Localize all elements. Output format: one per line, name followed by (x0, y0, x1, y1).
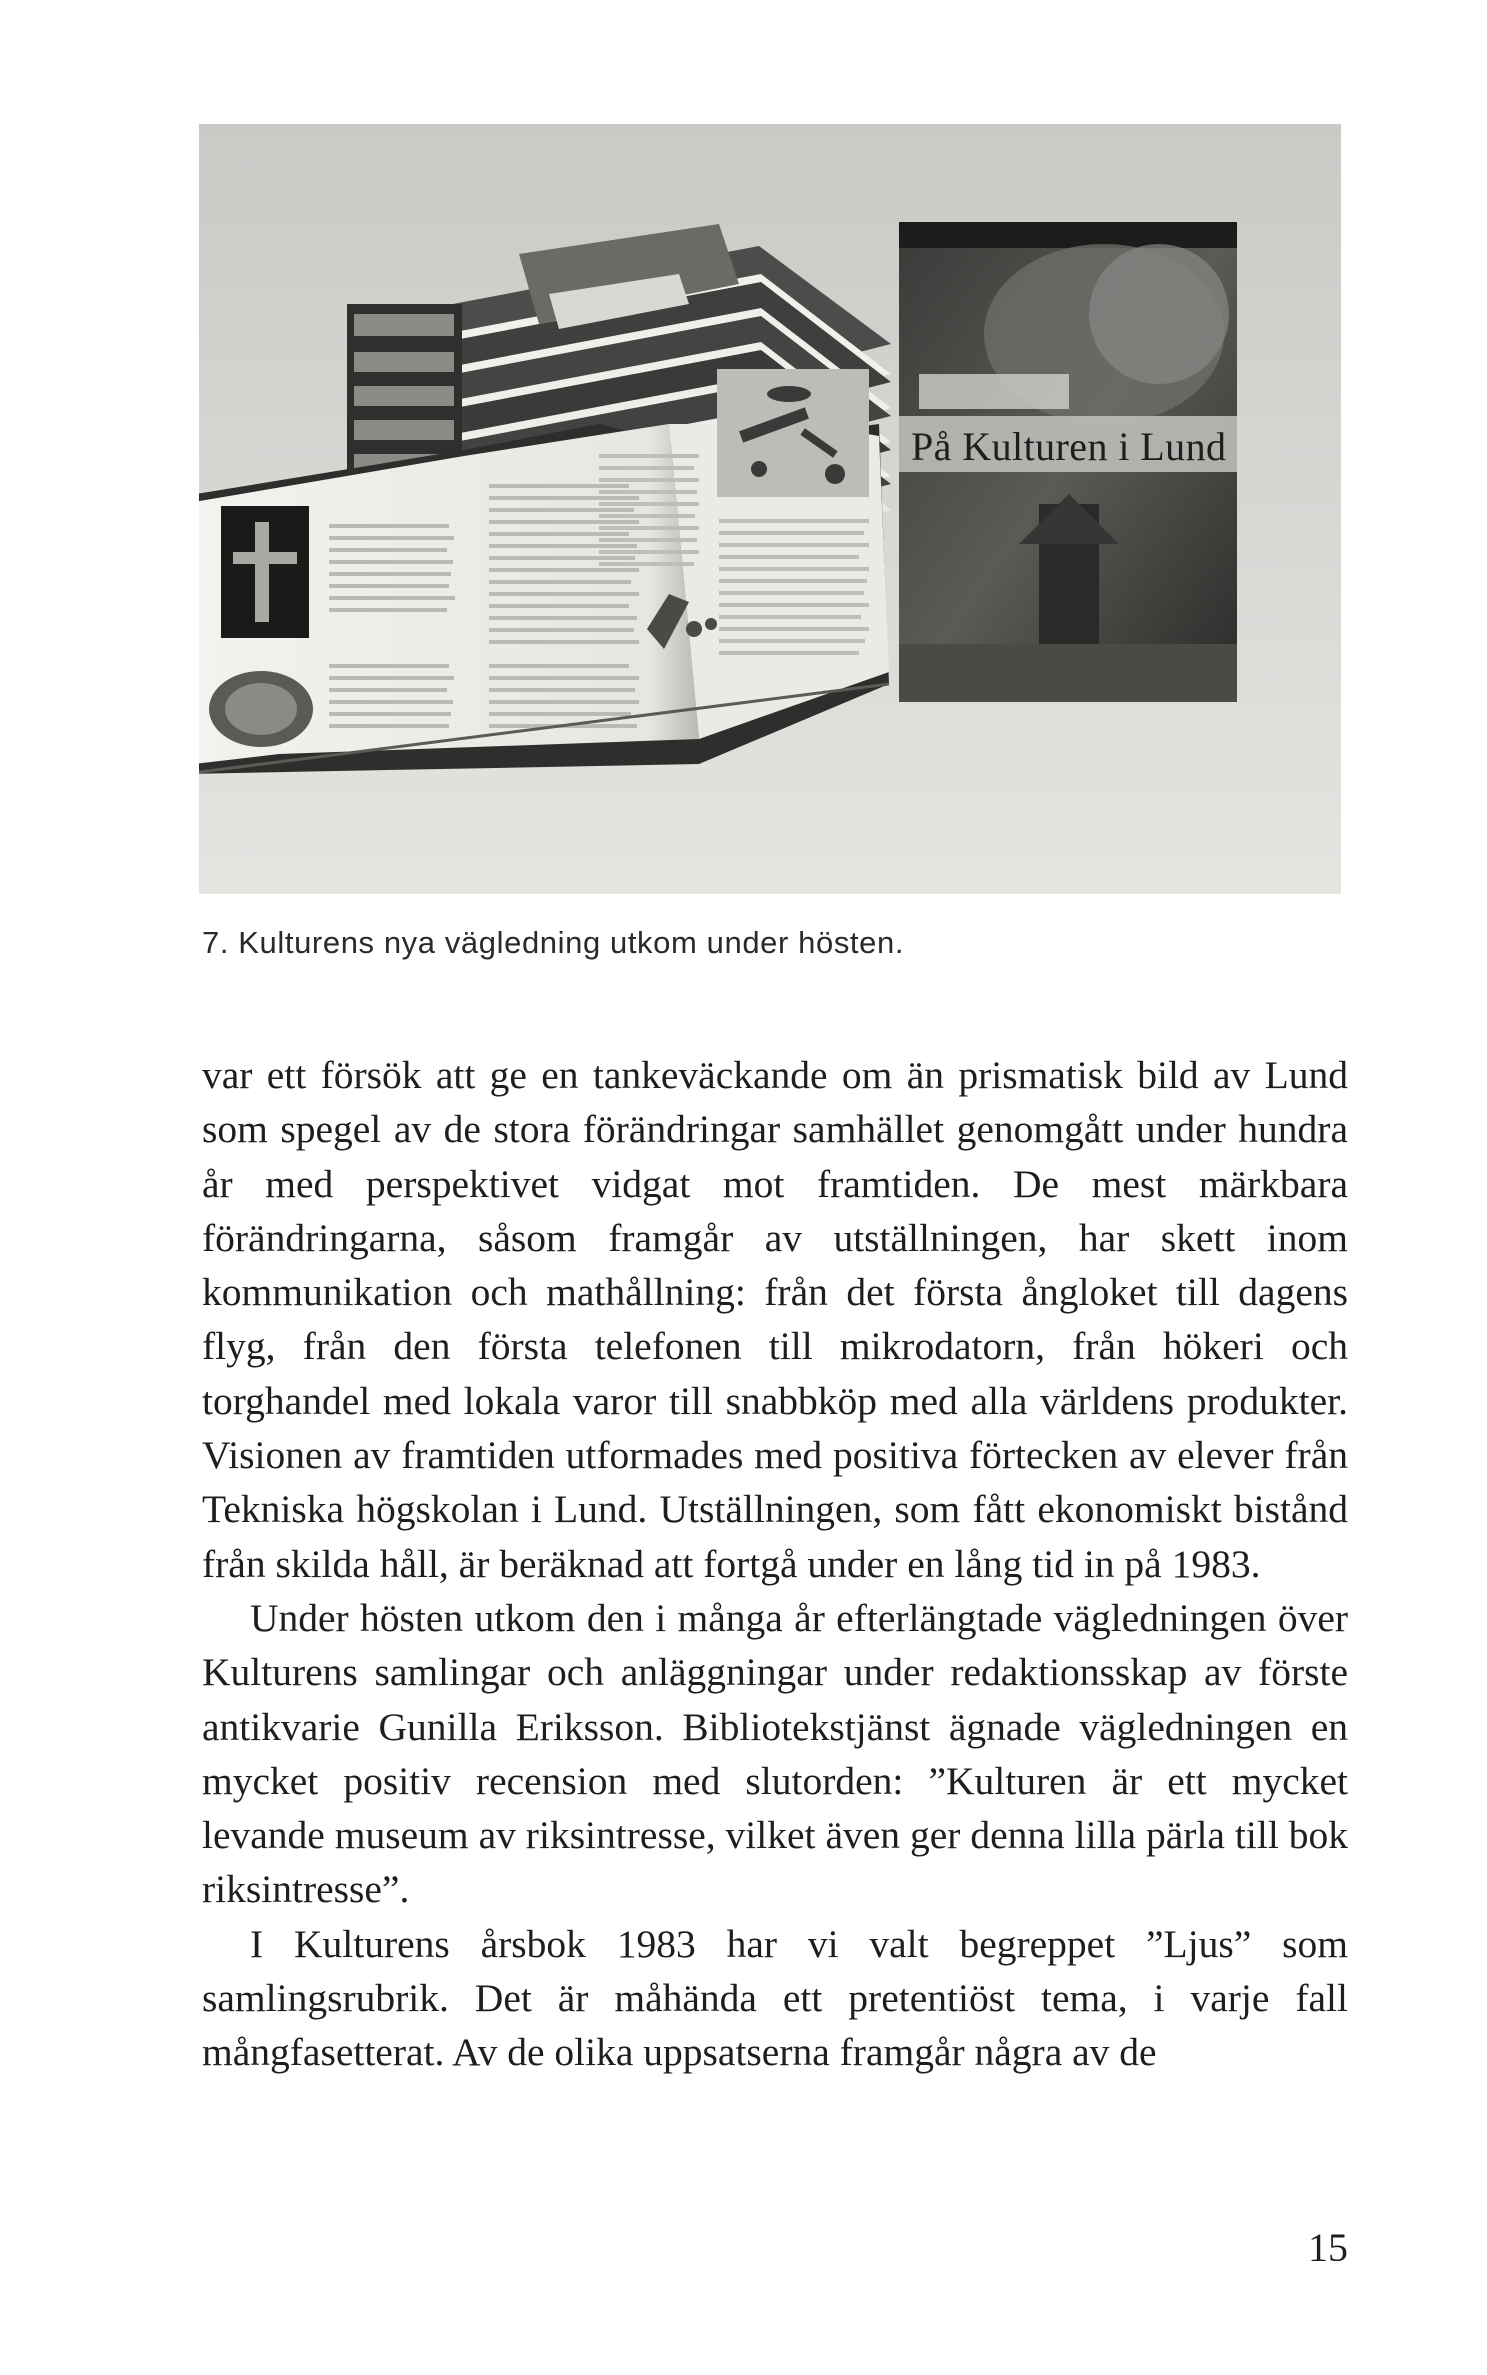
book-photograph (199, 124, 1341, 894)
paragraph-3: I Kulturens årsbok 1983 har vi valt begreppet ”Ljus” som samlingsrubrik. Det är måhända ett pretentiöst tema, i varje fall mångfasetterat. Av de olika uppsatserna framgår några av de (202, 1921, 1348, 2075)
standing-book-cover (899, 222, 1237, 702)
page-number: 15 (1308, 2225, 1348, 2270)
paragraph-2: Under hösten utkom den i många år efterlängtade vägledningen över Kulturens samlingar och anläggningar under redaktionsskap av förste antikvarie Gunilla Eriksson. Bibliotekstjänst ägnade vägledningen en mycket positiv recension med slutorden: ”Kulturen är ett mycket levande museum av riksintresse, vilket även ger denna lilla pärla till bok riksintresse”. (202, 1595, 1348, 1912)
body-text (202, 1048, 1348, 2080)
paragraph-1: var ett försök att ge en tankeväckande om än prismatisk bild av Lund som spegel av de stora förändringar samhället genomgått under hundra år med perspektivet vidgat mot framtiden. De mest märkbara förändringarna, såsom framgår av utställningen, har skett inom kommunikation och mathållning: från det första ångloket till dagens flyg, från den första telefonen till mikrodatorn, från hökeri och torghandel med lokala varor till snabbköp med alla världens produkter. Visionen av framtiden utformades med positiva förtecken av elever från Tekniska högskolan i Lund. Utställningen, som fått ekonomiskt bistånd från skilda håll, är beräknad att fortgå under en lång tid in på 1983. (202, 1053, 1348, 1586)
cover-title: På Kulturen i Lund (911, 424, 1226, 469)
figure-caption: 7. Kulturens nya vägledning utkom under hösten. (202, 925, 905, 960)
